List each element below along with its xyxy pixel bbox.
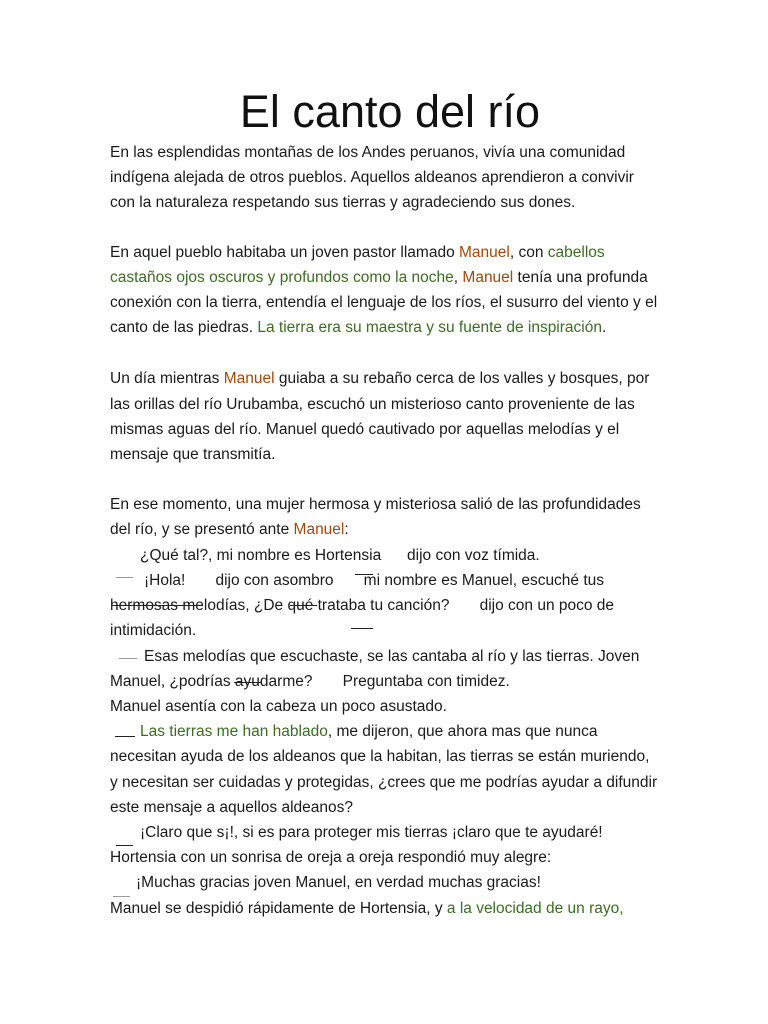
- paragraph-line: En ese momento, una mujer hermosa y misteriosa salió de las profundidades: [110, 496, 641, 513]
- dialogue-line: intimidación.: [110, 622, 197, 639]
- text-run: Un día mientras: [110, 370, 224, 387]
- text-run: canto de las piedras.: [110, 319, 258, 336]
- dialogue-line: [110, 896, 624, 921]
- text-run: Manuel se despidió rápidamente de Hortensia, y: [110, 900, 447, 917]
- highlighted-phrase: castaños ojos oscuros y profundos como la noche: [110, 269, 454, 286]
- dialogue-line: [140, 719, 598, 744]
- paragraph-line: En las esplendidas montañas de los Andes peruanos, vivía una comunidad: [110, 144, 626, 161]
- dialogue-dash: [234, 682, 262, 683]
- dialogue-line: ¡Claro que s¡!, si es para proteger mis tierras ¡claro que te ayudaré!: [140, 824, 603, 841]
- character-name: Manuel: [462, 269, 514, 286]
- highlighted-phrase: La tierra era su maestra y su fuente de inspiración: [257, 319, 602, 336]
- dialogue-dash: [351, 628, 373, 629]
- character-name: Manuel: [459, 244, 510, 261]
- paragraph-line: conexión con la tierra, entendía el lenguaje de los ríos, el susurro del viento y el: [110, 294, 658, 311]
- text-run: :: [344, 521, 349, 538]
- paragraph-line: mensaje que transmitía.: [110, 446, 276, 463]
- dialogue-line: Manuel asentía con la cabeza un poco asustado.: [110, 698, 447, 715]
- dialogue-line: Esas melodías que escuchaste, se las cantaba al río y las tierras. Joven: [144, 648, 640, 665]
- text-run: tenía una profunda: [513, 269, 648, 286]
- text-run: , me dijeron, que ahora mas que nunca: [327, 723, 598, 740]
- dialogue-dash: [355, 574, 373, 575]
- paragraph-line: mismas aguas del río. Manuel quedó cautivado por aquellas melodías y el: [110, 421, 620, 438]
- highlighted-phrase: cabellos: [547, 244, 605, 261]
- character-name: Manuel: [293, 521, 345, 538]
- dialogue-dash: [116, 845, 133, 846]
- text-run: guiaba a su rebaño cerca de los valles y bosques, por: [274, 370, 650, 387]
- dialogue-line: ¿Qué tal?, mi nombre es Hortensia dijo con voz tímida.: [140, 547, 540, 564]
- dialogue-line: ¡Muchas gracias joven Manuel, en verdad muchas gracias!: [136, 874, 541, 891]
- highlighted-phrase: a la velocidad de un rayo,: [446, 900, 624, 917]
- paragraph-line: [110, 517, 349, 542]
- text-run: En aquel pueblo habitaba un joven pastor llamado: [110, 244, 460, 261]
- paragraph-line: con la naturaleza respetando sus tierras y agradeciendo sus dones.: [110, 194, 576, 211]
- dialogue-dash: [113, 896, 130, 897]
- text-run: , con: [509, 244, 548, 261]
- dialogue-dash: [290, 605, 317, 606]
- paragraph-line: [110, 240, 605, 265]
- paragraph-line: [110, 366, 649, 391]
- dialogue-line: necesitan ayuda de los aldeanos que la habitan, las tierras se están muriendo,: [110, 748, 650, 765]
- dialogue-line: Hortensia con un sonrisa de oreja a oreja respondió muy alegre:: [110, 849, 552, 866]
- dialogue-line: este mensaje a aquellos aldeanos?: [110, 799, 354, 816]
- dialogue-line: y necesitan ser cuidadas y protegidas, ¿crees que me podrías ayudar a difundir: [110, 774, 658, 791]
- highlighted-phrase: Las tierras me han hablado: [140, 723, 328, 740]
- document-title: El canto del río: [239, 86, 541, 137]
- text-run: del río, y se presentó ante: [110, 521, 294, 538]
- dialogue-line: Manuel, ¿podrías ayudarme? Preguntaba con timidez.: [110, 673, 510, 690]
- paragraph-line: [110, 265, 648, 290]
- paragraph-line: las orillas del río Urubamba, escuchó un misterioso canto proveniente de las: [110, 396, 635, 413]
- dialogue-dash: [115, 736, 135, 737]
- paragraph-line: [110, 315, 606, 340]
- text-run: .: [601, 319, 607, 336]
- dialogue-dash: [116, 577, 133, 578]
- dialogue-dash: [119, 658, 137, 659]
- dialogue-dash: [111, 605, 198, 606]
- paragraph-line: indígena alejada de otros pueblos. Aquellos aldeanos aprendieron a convivir: [110, 169, 634, 186]
- dialogue-line: ¡Hola! dijo con asombro mi nombre es Manuel, escuché tus: [144, 572, 605, 589]
- character-name: Manuel: [223, 370, 275, 387]
- dialogue-line: hermosas melodías, ¿De qué trataba tu canción? dijo con un poco de: [110, 597, 615, 614]
- text-run: ,: [453, 269, 463, 286]
